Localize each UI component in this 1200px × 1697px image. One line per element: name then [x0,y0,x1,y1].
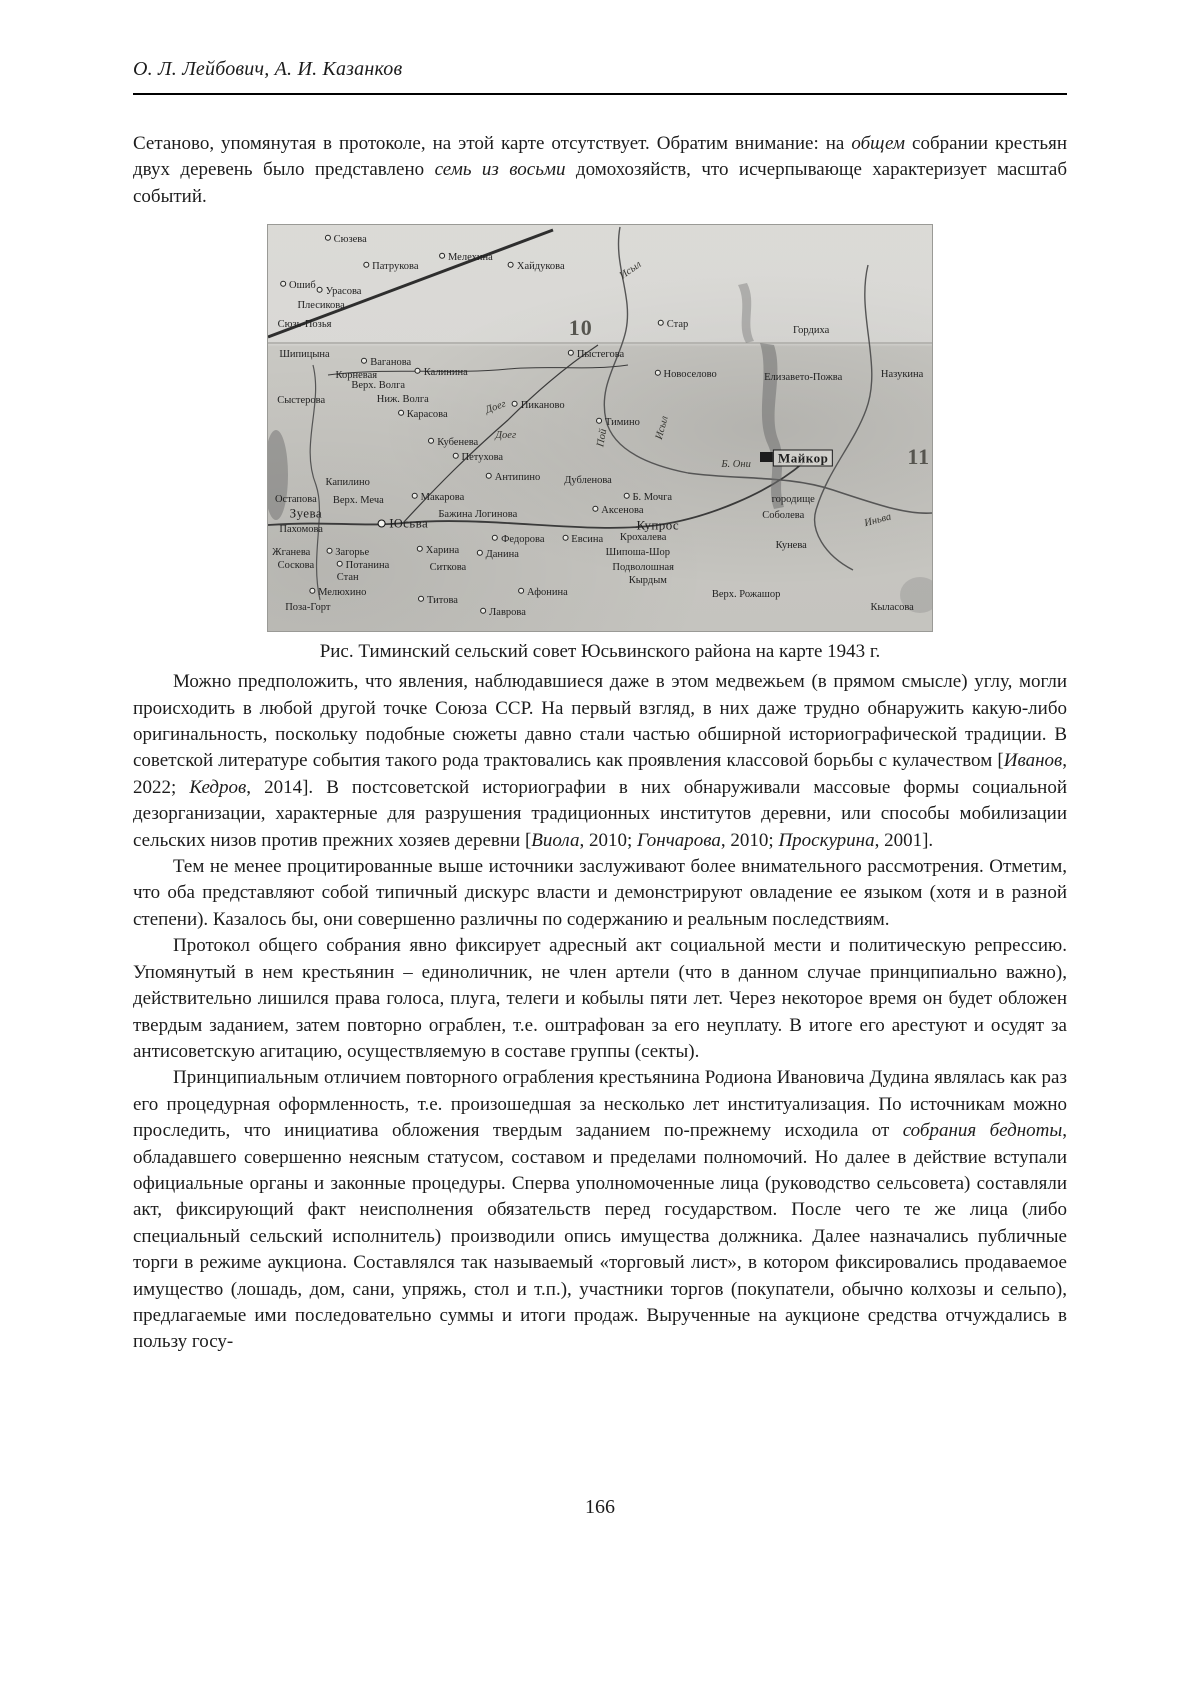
map-place-label: Елизавето-Пожва [764,372,843,384]
paragraph: Можно предположить, что явления, наблюдавшиеся даже в этом медвежьем (в прямом смысле) углу, могли происходить в любой другой точке Союза ССР. На первый взгляд, в них даже трудно обнаружить какую-либо оригинальность, поскольку подобные сюжеты давно стали частью обширной историографической традиции. В советской литературе события такого рода трактовались как проявления классовой борьбы с кулачеством [Иванов, 2022; Кедров, 2014]. В постсоветской историографии в них обнаруживали массовые формы социальной дезорганизации, характерные для разрушения традиционных институтов деревни, или способы мобилизации сельских низов против прежних хозяев деревни [Виола, 2010; Гончарова, 2010; Проскурина, 2001]. [133,671,1067,851]
map-place-label: Карасова [398,410,448,421]
map-place-label: Поза-Горт [285,601,331,613]
paragraph: Сетаново, упомянутая в протоколе, на этой карте отсутствует. Обратим внимание: на общем собрании крестьян двух деревень было представлено семь из восьми домохозяйств, что исчерпывающе характеризует масштаб событий. [133,133,1068,207]
map-place-label: Лаврова [480,608,526,619]
map-place-label: Афонина [518,588,568,599]
text-before-figure [133,131,1067,210]
paragraph: Протокол общего собрания явно фиксирует адресный акт социальной мести и политическую репрессию. Упомянутый в нем крестьянин – единоличник, не член артели (что в данном случае принципиально важно), действительно лишился права голоса, плуга, телеги и кобылы пяти лет. Через некоторое время он будет обложен твердым заданием, затем повторно ограблен, т.е. оштрафован за его неуплату. В итоге его арестуют и осудят за антисоветскую агитацию, осуществляемую в составе группы (секты). [133,935,1067,1062]
map-place-label: Ошиб [280,281,316,292]
map-place-label: Бажина Логинова [438,508,518,520]
map-place-label: Новоселово [654,370,716,381]
map-place-label: Жганева [272,547,311,559]
map-place-label: Петухова [453,453,504,464]
map-place-label: Остапова [274,493,317,505]
paragraph: Принципиальным отличием повторного ограбления крестьянина Родиона Ивановича Дудина являлась как раз его процедурная оформленность, т.е. произошедшая за несколько лет институализация. По источникам можно проследить, что инициатива обложения твердым заданием по-прежнему исходила от собрания бедноты, обладавшего совершенно неясным статусом, составом и пределами полномочий. Но далее в действие вступали официальные органы и законные процедуры. Сперва уполномоченные лица (руководство сельсовета) составляли акт, фиксирующий факт неисполнения обязательств перед государством. После чего те же лица (либо специальный сельский исполнитель) производили опись имущества должника. Далее назначались публичные торги в режиме аукциона. Составлялся так называемый «торговый лист», в котором фиксировались продаваемое имущество (лошадь, дом, сани, упряжь, стол и т.п.), участники торгов (покупатели, обычно колхозы и сельпо), предлагаемые ими последовательно суммы и итоги продаж. Вырученные на аукционе средства отчуждались в пользу госу- [133,1067,1067,1353]
map-place-label: Пыстегова [568,350,624,361]
map-place-label: Патрукова [363,262,418,273]
map-river-label: Исыл [617,259,644,282]
page-number: 166 [585,1496,615,1518]
map-place-label: Стар [658,320,689,331]
paragraph: Тем не менее процитированные выше источники заслуживают более внимательного рассмотрения. Отметим, что оба представляют собой типичный дискурс власти и демонстрируют овладение ее языком (хотя и в разной степени). Казалось бы, они совершенно различны по содержанию и реальным последствиям. [133,856,1067,930]
map-place-label: Майкор [773,450,833,467]
map-place-label: Сыстерова [277,394,326,406]
map-place-label: Стан [336,571,359,583]
map-place-label: Шипоша-Шор [605,547,671,559]
map-place-label: Кырдым [628,575,667,587]
map-place-label: Мелехина [439,253,493,264]
map-place-label: Калинина [415,368,468,379]
map-place-label: Пиканово [512,401,565,412]
figure-caption: Рис. Тиминский сельский совет Юсьвинского района на карте 1943 г. [319,641,881,663]
map-place-label: Потанина [337,561,390,572]
running-head: О. Л. Лейбович, А. И. Казанков [133,58,1067,95]
map-place-label: Ваганова [361,358,411,369]
map-place-label: Плесикова [297,300,345,312]
map-place-label: городище [771,493,815,505]
map-place-label: Кыласова [870,601,914,613]
map-place-label: 11 [907,443,931,469]
map-place-label: Харина [417,546,459,557]
map-river-label: Исыл [653,415,671,442]
map-place-label: Шипицына [279,348,330,360]
map-river-label: Иньва [863,511,893,530]
map-place-label: Титова [418,596,458,607]
map-place-label: Соболева [762,510,805,522]
map-place-label: Гордиха [793,324,830,336]
map-place-label: Подволошная [612,562,674,574]
map-river-label: Доег [495,430,517,442]
map-place-label: Сюзь-Позья [277,318,332,330]
map-place-label: Кубенева [428,438,478,449]
map-place-label: Верх. Волга [351,380,406,392]
map-river-label: Б. Они [721,458,751,470]
map-place-label: Назукина [880,369,924,381]
map-place-label: Урасова [317,287,362,298]
map-place-label: Ниж. Волга [376,393,429,405]
map-place-label: Юсьва [377,517,428,530]
map-place-label: Хайдукова [508,262,565,273]
map-place-label: Аксенова [592,506,643,517]
map-place-label: Корневая [335,370,378,381]
map-label-layer [268,225,932,631]
map-place-label: Соскова [277,560,315,571]
map-place-label: Дубленова [564,475,612,487]
text-after-figure [133,669,1067,1356]
map-place-label: Б. Мочга [624,493,673,504]
map-image [267,224,933,632]
map-place-label: Евсина [562,535,603,546]
map-place-label: Ситкова [429,562,467,574]
map-place-label: Антипино [486,473,541,484]
map-place-label: Зуева [289,505,323,521]
map-place-label: Мелюхино [309,588,366,599]
map-place-label: Крохалева [619,531,667,543]
map-place-label: Федорова [492,535,544,546]
map-place-label: Капилино [325,476,370,488]
map-place-label: 10 [568,315,593,341]
map-place-label: Сюзева [325,235,367,246]
map-place-label: Купрос [636,517,680,533]
map-place-label: Верх. Рожашор [711,588,781,600]
map-figure [133,224,1067,663]
map-place-label: Данина [477,550,519,561]
map-river-label: Пой [594,428,609,449]
map-place-label: Верх. Меча [332,495,384,507]
map-place-label: Пахомова [279,523,323,535]
map-place-label: Загорье [326,548,369,559]
map-place-label: Кунева [775,539,807,551]
map-place-label: Тимино [596,418,640,429]
map-river-label: Доег [483,398,508,417]
map-place-label: Макарова [412,493,465,504]
